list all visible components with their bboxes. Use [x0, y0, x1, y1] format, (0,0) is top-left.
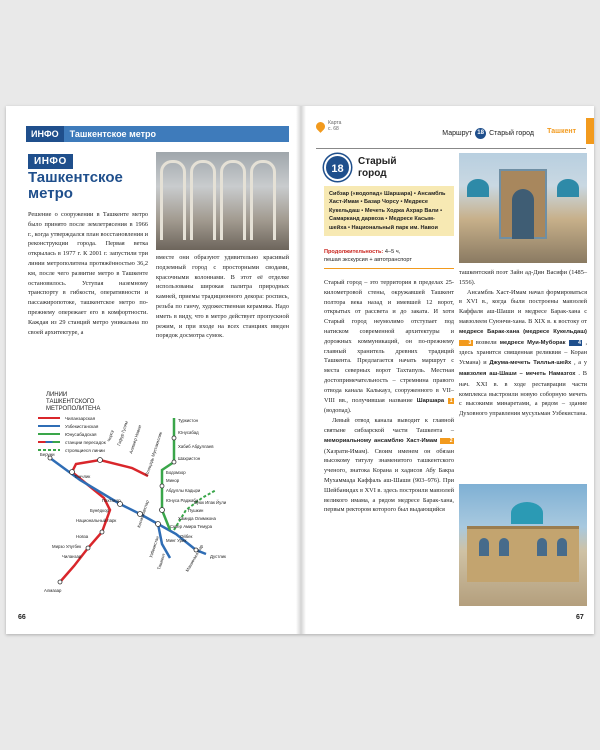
legend-item — [38, 438, 106, 446]
map-number-badge: 3 — [459, 340, 473, 346]
duration-divider — [324, 268, 454, 269]
station-label: Гафур Гулям — [116, 420, 129, 447]
paragraph-text: Левый отвод канала выводит к главной святыне сибзарской части Ташкента – — [324, 417, 454, 434]
route-title — [358, 156, 396, 180]
metro-text-col1: Решение о сооружении в Ташкенте метро было принято после землетрясения в 1966 г., когда утверждался план восстановления и реконструкции города. Первая ветка открылась в 1977 г. К 2001 г. запустили три линии метрополитена протяжённостью 36,2 км, после чего развитие метро в Ташкенте остановилось. Уступая наземному транспорту в гибкости, оперативности и пассажиропотоке, ташкентское метро по-прежнему опережает его в комфортности. Каждая из 29 станций метро уникальна по своей архитектуре, а — [28, 211, 148, 336]
legend-item — [38, 446, 106, 454]
paragraph-text: , здесь хранится священная реликвия – Коран Усмана) и — [459, 338, 588, 367]
madrasa-photo — [459, 153, 587, 263]
station-label: Пушкин — [188, 508, 204, 513]
route-title-line2: город — [358, 168, 387, 179]
paragraph-text: , а у — [573, 359, 587, 367]
station-label: Хамида Олимжона — [178, 516, 216, 521]
map-number-badge: 4 — [569, 340, 583, 346]
station-label: Беруни — [40, 452, 55, 457]
map-number-badge: 1 — [449, 397, 453, 404]
page-number-right: 67 — [576, 614, 584, 621]
paragraph-text: Старый город – это территория в пределах 25-километровой стены, окружавшей Ташкент полтора века назад и имевшей 12 ворот, открытых от рассвета и до заката. И хотя Старый город неумолимо отступает под натиском современной архитектуры и дорожных коммуникаций, он по-прежнему главный хранитель древних традиций Ташкента. Предлагается начать маршрут с места северных ворот Тахтапуль. Местная достопримечательность – стремнина правого отвода канала Калькауз, сооруженного в VII–VIII вв., получившая название — [324, 279, 454, 404]
station-label: Площадь Мустакиллик — [144, 431, 164, 477]
station-label: Алмазар — [44, 588, 62, 593]
route-number-small: 18 — [475, 128, 486, 139]
place-name: мемориальному ансамблю Хаст-Имам — [324, 437, 438, 444]
route-title-line1: Старый — [358, 156, 397, 167]
book-gutter — [296, 106, 306, 634]
hast-imam-photo — [459, 484, 587, 606]
place-name: медресе Муи-Муборак — [499, 339, 566, 346]
duration-label: Продолжительность: — [324, 249, 384, 255]
station-label: Бунёдкор — [90, 508, 109, 513]
paragraph-text: ташкентский поэт Зайн ад-Дин Васифи (1485–1556). — [459, 269, 587, 286]
station-label: Новза — [76, 534, 89, 539]
header-divider — [316, 148, 586, 149]
station-label: Космонавтлар — [136, 499, 150, 529]
station-label: Алишер Навои — [128, 424, 143, 455]
station-label: Туркистон — [178, 418, 198, 423]
map-ref-page: с. 68 — [328, 126, 339, 132]
route-breadcrumb — [442, 128, 534, 139]
legend-label: Узбекистанская — [65, 423, 99, 429]
route-label: Маршрут — [442, 130, 473, 137]
place-name: – мечеть Намазгох — [519, 370, 576, 377]
map-title: ЛИНИИ ТАШКЕНТСКОГО МЕТРОПОЛИТЕНА — [46, 392, 101, 412]
station-label: Национальный парк — [76, 518, 117, 523]
page-number-left: 66 — [18, 614, 26, 621]
route-name: Старый город — [489, 130, 534, 137]
paragraph-text: . В нач. XXI в. в ходе реставрации части комплекса выстроили новую соборную мечеть с высокими минаретами, а рядом – здание Духовного управления мусульман Узбекистана. — [459, 369, 587, 418]
legend-item — [38, 430, 106, 438]
station-label: Юнуса Раджаби — [166, 498, 199, 503]
station-label: Сквер Амира Темура — [170, 524, 213, 529]
station-marker — [160, 484, 164, 488]
station-label: Шахристон — [178, 456, 201, 461]
station-marker — [172, 460, 176, 464]
header-tag: ИНФО — [26, 126, 64, 142]
duration-mode: пешая экскурсия + автотранспорт — [324, 256, 412, 263]
station-label: Машинасозлар — [184, 543, 205, 573]
place-name: Шаршара — [416, 397, 445, 404]
station-label: Узбекистан — [148, 535, 160, 559]
map-reference — [328, 120, 341, 132]
station-label: Абдуллы Кадыри — [166, 488, 201, 493]
left-page-header — [26, 126, 289, 142]
station-label: Бодомзор — [166, 470, 186, 475]
route-stops-box: Сибзар («водопад» Шаршара) • Ансамбль Хаст-Имам • Базар Чорсу • Медресе Кукельдаш • Мечеть Ходжа Ахрар Вали • Самарканд дарвоза • Медресе Касым-шейха • Национальный парк им. Навои — [324, 186, 454, 236]
metro-text-col2: вместе они образуют удивительно красивый подземный город с просторными сводами, красочными колоннами. В этот её отделке использованы широкая палитра природных камней, приемы традиционного декора: роспись, резьба по ганчу, художественная керамика. Надо иметь в виду, что в метро действует пропускной режим, и при входе на всех станциях введен порядок досмотра сумок. — [156, 254, 289, 340]
metro-station-photo — [156, 152, 289, 250]
chapter-tab — [586, 118, 594, 144]
map-number-badge: 2 — [440, 438, 454, 444]
header-title: Ташкентское метро — [69, 129, 157, 139]
right-page-header — [316, 118, 594, 148]
legend-label: строящиеся линии — [65, 447, 105, 453]
station-label: Дустлик — [210, 554, 226, 559]
station-marker — [98, 458, 103, 463]
station-marker — [160, 508, 165, 513]
station-label: Минг Урик — [166, 538, 187, 543]
place-name: мавзолея аш-Шаши — [459, 370, 517, 377]
duration-info — [324, 249, 454, 264]
station-marker — [58, 580, 62, 584]
map-pin-icon — [314, 120, 327, 133]
paragraph-text: (водопад). — [324, 407, 352, 415]
legend-label: Юнусабадская — [65, 431, 97, 437]
legend-item — [38, 414, 106, 422]
legend-item — [38, 422, 106, 430]
station-label: Тинчлик — [74, 474, 91, 479]
route-number-badge: 18 — [324, 154, 351, 181]
info-badge: ИНФО — [28, 154, 73, 169]
map-ref-label: Карта — [328, 120, 342, 126]
station-marker — [156, 522, 161, 527]
place-name: медресе Барак-хана (медресе Кукельдаш) — [459, 328, 587, 335]
station-label: Чиланзар — [62, 554, 82, 559]
station-label: Чорсу — [106, 429, 115, 443]
paragraph-text: Ансамбль Хаст-Имам начал формироваться в XVI в., когда были построены мавзолей Каффаля аш-Шаши и медресе Барак-хана с мавзолеем Суюнчи-хана. В XIX в. к востоку от — [459, 288, 587, 325]
station-label: Буюк Ипак Йули — [194, 500, 227, 505]
route-text-col2 — [459, 268, 587, 419]
paragraph-text: возвели — [475, 338, 497, 346]
map-legend — [38, 414, 106, 454]
place-name: Джума-мечеть Тиллья-шейх — [489, 360, 572, 367]
book-spread — [6, 106, 594, 634]
city-label: Ташкент — [547, 128, 576, 135]
page-title: Ташкентское метро — [28, 169, 123, 202]
route-text-col1 — [324, 278, 454, 515]
duration-value: 4–5 ч, — [384, 249, 401, 255]
station-label: Юнусабад — [178, 430, 199, 435]
paragraph-text: (Хазрати-Имам). Своим именем он обязан высокому титулу знаменитого ташкентского ученого, знатока Корана и хадисов Абу Бакра Мухаммада Каффаль аш-Шаши (903–976). При Шейбанидах в XVI в. здесь построили мавзолей великого имама, а рядом медресе Барак-хана, первым ректором которого был выдающийся — [324, 447, 454, 514]
station-marker — [100, 530, 104, 534]
station-label: Минор — [166, 478, 180, 483]
legend-label: станции пересадок — [65, 439, 106, 445]
station-marker — [172, 436, 176, 440]
station-label: Мирзо Улугбек — [52, 544, 82, 549]
station-label: Ойбек — [180, 534, 193, 539]
station-label: Хабиб Абдуллаев — [178, 444, 214, 449]
station-label: Ташкент — [156, 552, 167, 571]
legend-label: Чиланзарская — [65, 415, 96, 421]
station-marker — [86, 546, 90, 550]
station-label: Пахтакор — [102, 498, 121, 503]
